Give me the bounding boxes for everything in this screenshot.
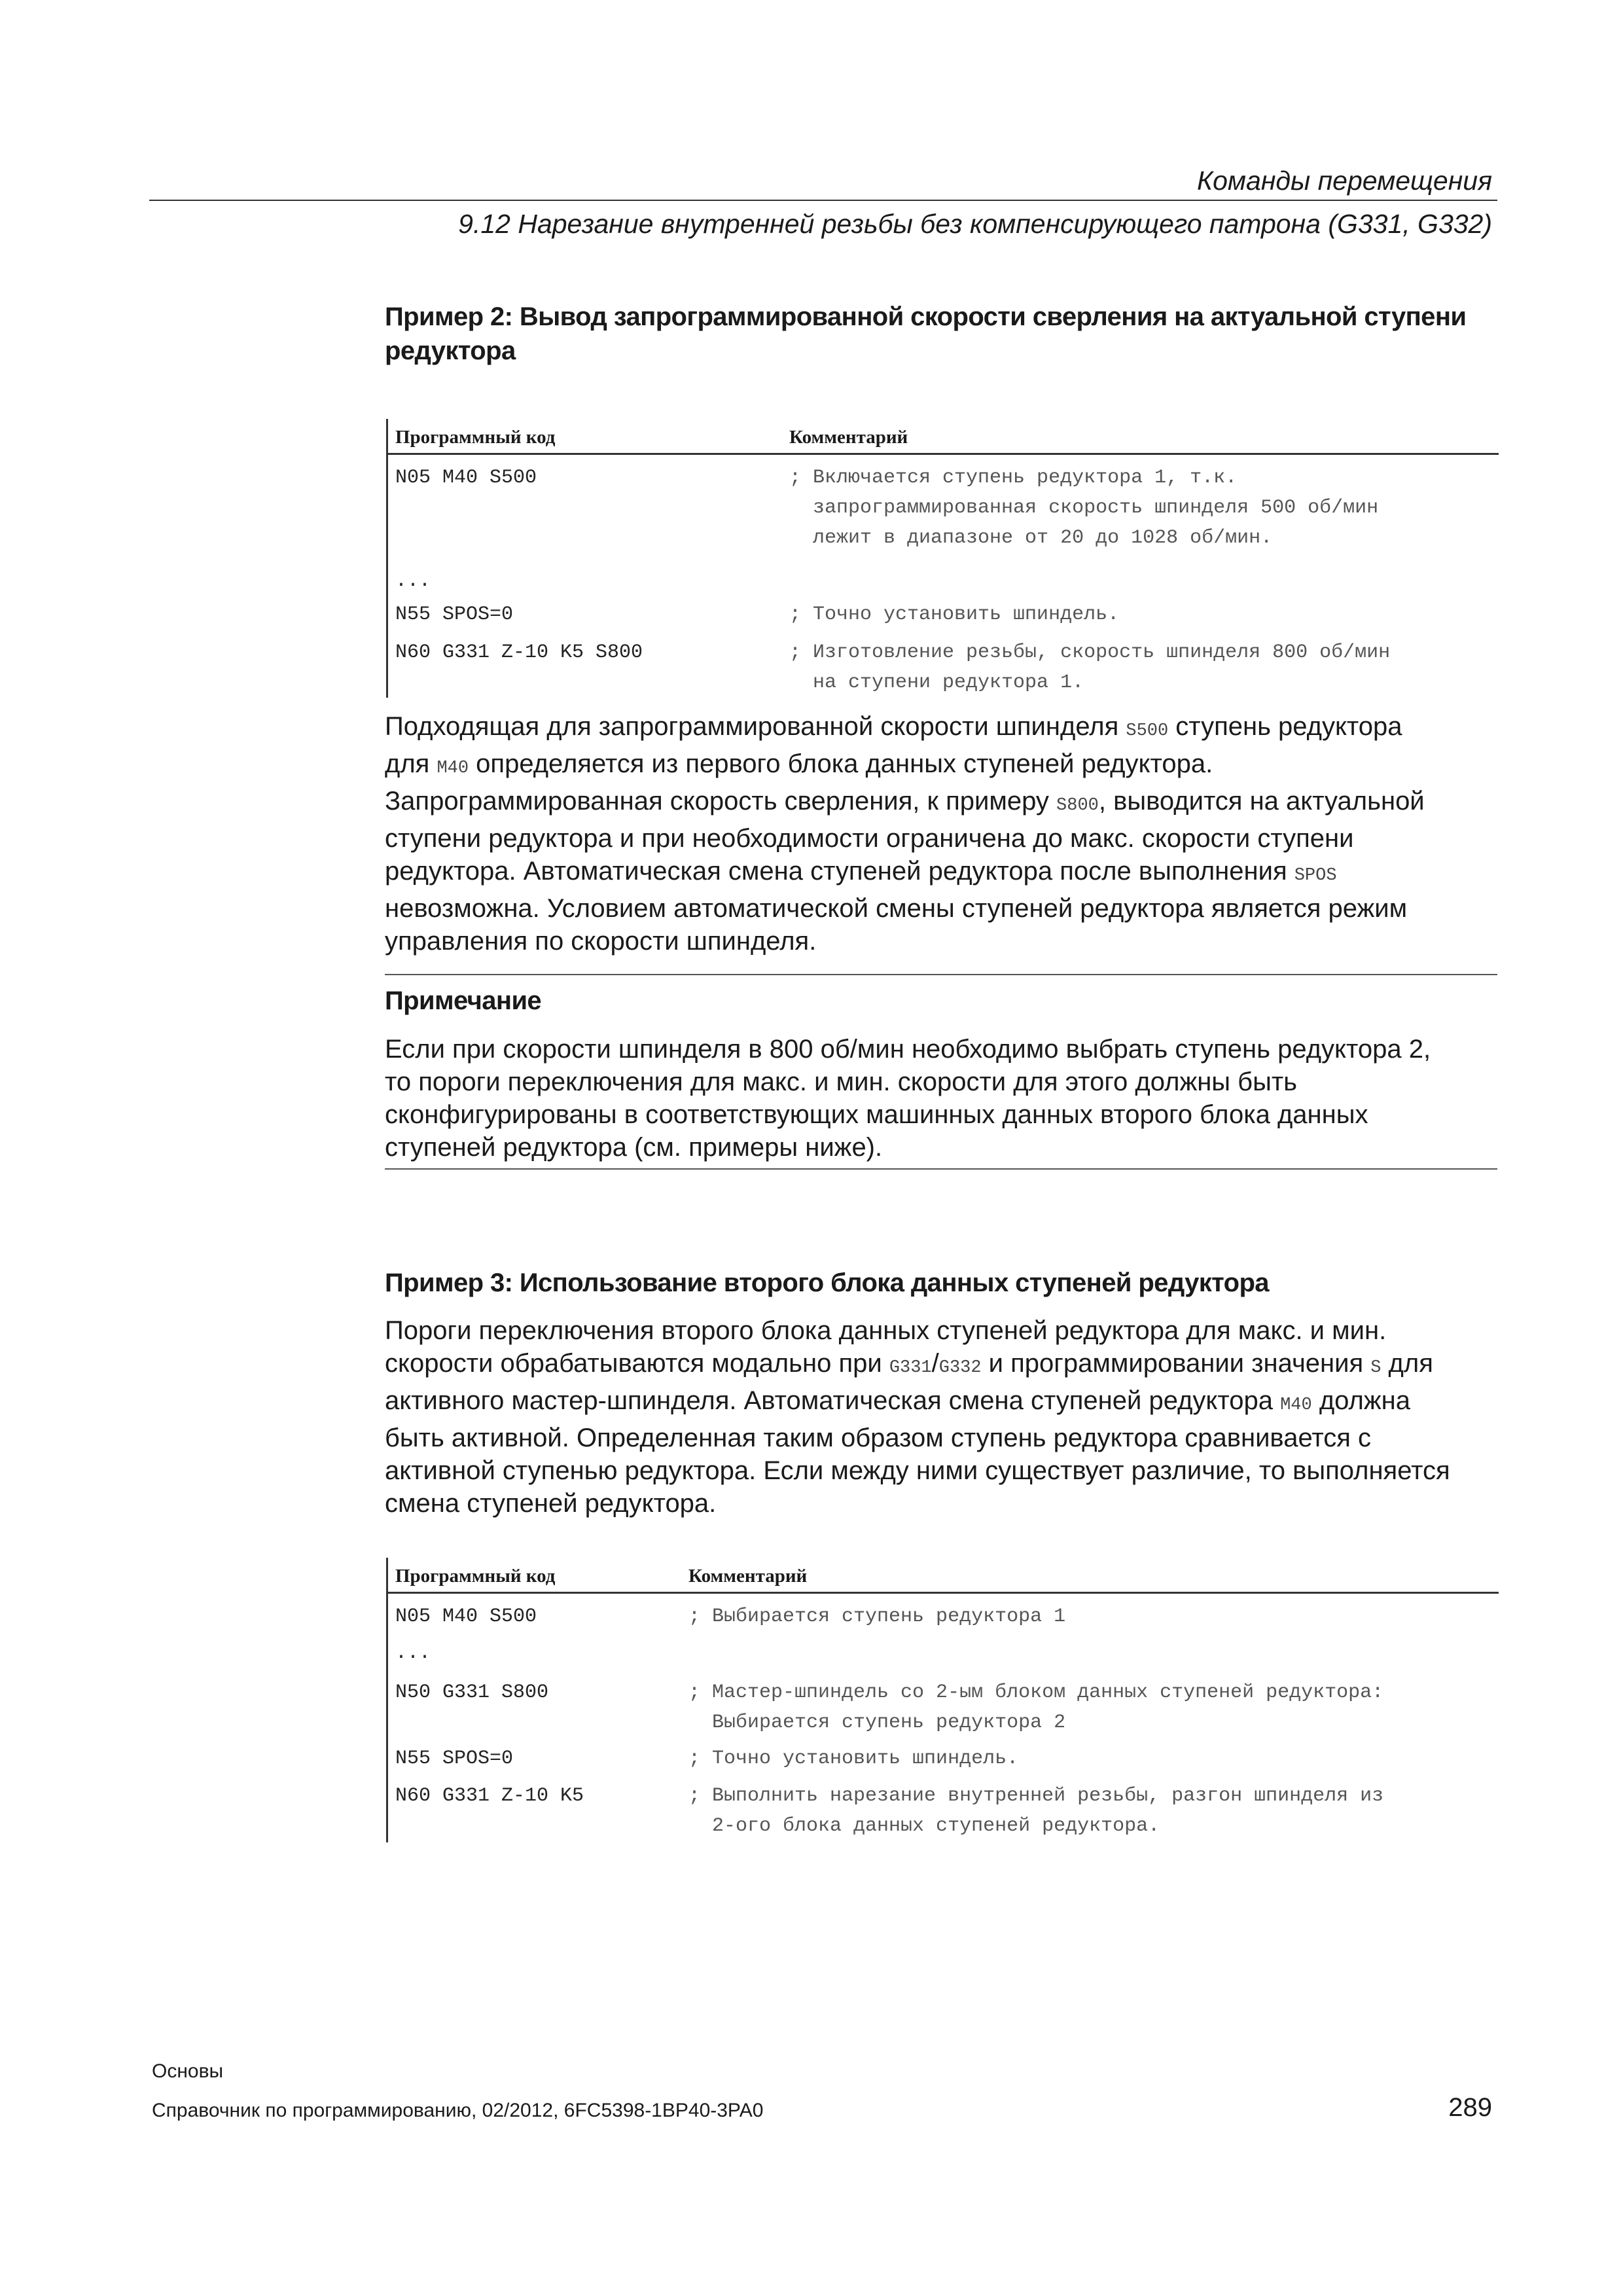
code-s500: S500: [1126, 721, 1169, 741]
example2-paragraph: Подходящая для запрограммированной скорости шпинделя S500 ступень редуктора для M40 определяется из первого блока данных ступеней редуктора. Запрограммированная скорость сверления, к примеру S800, выводится на актуальной ступени редуктора и при необходимости ограничена до макс. скорости ступени редуктора. Автоматическая смена ступеней редуктора после выполнения SPOS невозможна. Условием автоматической смены ступеней редуктора является режим управления по скорости шпинделя.: [385, 712, 1425, 956]
code-s: S: [1370, 1358, 1382, 1378]
table-row-code: N60 G331 Z-10 K5 S800: [395, 641, 643, 664]
table-row-comment: запрограммированная скорость шпинделя 500 об/мин: [789, 497, 1379, 519]
table-row-code: N60 G331 Z-10 K5: [395, 1785, 584, 1807]
example3-heading: Пример 3: Использование второго блока данных ступеней редуктора: [385, 1268, 1269, 1297]
example2-heading: [385, 300, 1524, 368]
table-row-code: N50 G331 S800: [395, 1681, 549, 1704]
page-number: 289: [1448, 2093, 1492, 2122]
note-title: Примечание: [385, 986, 542, 1015]
note-top-rule: [385, 974, 1497, 975]
code-s800: S800: [1056, 796, 1099, 816]
code-g331: G331: [889, 1358, 932, 1378]
col-header-comment: Комментарий: [688, 1566, 808, 1587]
note-bottom-rule: [385, 1168, 1497, 1170]
table-row-comment: лежит в диапазоне от 20 до 1028 об/мин.: [789, 527, 1273, 549]
table-row-comment: на ступени редуктора 1.: [789, 672, 1084, 694]
table-row-code: N55 SPOS=0: [395, 603, 514, 626]
example3-code-table: [386, 1558, 1499, 1842]
table-row-comment: ; Выполнить нарезание внутренней резьбы, разгон шпинделя из: [688, 1785, 1384, 1807]
table-row-code: N05 M40 S500: [395, 1605, 537, 1628]
col-header-comment: Комментарий: [789, 427, 908, 448]
table-row-comment: 2-ого блока данных ступеней редуктора.: [688, 1815, 1160, 1837]
footer-title: Основы: [152, 2060, 224, 2082]
table-left-border: [386, 419, 388, 698]
footer-manual-info: Справочник по программированию, 02/2012, 6FC5398-1BP40-3PA0: [152, 2100, 764, 2121]
table-row-code: N05 M40 S500: [395, 467, 537, 489]
table-row-code: ...: [395, 1642, 431, 1664]
table-header-rule: [386, 1592, 1499, 1594]
running-header-section: 9.12 Нарезание внутренней резьбы без компенсирующего патрона (G331, G332): [458, 209, 1492, 239]
table-row-comment: ; Изготовление резьбы, скорость шпинделя 800 об/мин: [789, 641, 1391, 664]
code-m40: M40: [1280, 1395, 1312, 1415]
header-rule: [149, 200, 1497, 201]
table-row-comment: ; Включается ступень редуктора 1, т.к.: [789, 467, 1238, 489]
col-header-code: Программный код: [395, 427, 556, 448]
col-header-code: Программный код: [395, 1566, 556, 1587]
running-header-chapter: Команды перемещения: [1196, 166, 1492, 196]
example2-heading-line2: редуктора: [385, 336, 516, 365]
table-row-comment: ; Точно установить шпиндель.: [789, 603, 1120, 626]
note-text: Если при скорости шпинделя в 800 об/мин необходимо выбрать ступень редуктора 2, то пороги переключения для макс. и мин. скорости для этого должны быть сконфигурированы в соответствующих машинных данных второго блока данных ступеней редуктора (см. примеры ниже).: [385, 1035, 1431, 1162]
code-m40: M40: [437, 759, 469, 778]
example3-paragraph: Пороги переключения второго блока данных ступеней редуктора для макс. и мин. скорости обрабатываются модально при G331/G332 и программировании значения S для активного мастер-шпинделя. Автоматическая смена ступеней редуктора M40 должна быть активной. Определенная таким образом ступень редуктора сравнивается с активной ступенью редуктора. Если между ними существует различие, то выполняется смена ступеней редуктора.: [385, 1316, 1450, 1518]
code-g332: G332: [938, 1358, 982, 1378]
table-row-comment: Выбирается ступень редуктора 2: [688, 1712, 1066, 1734]
table-row-comment: ; Точно установить шпиндель.: [688, 1748, 1019, 1770]
table-row-code: ...: [395, 570, 431, 592]
example2-heading-line1: Пример 2: Вывод запрограммированной скорости сверления на актуальной ступени: [385, 302, 1467, 331]
table-header-rule: [386, 453, 1499, 455]
table-row-code: N55 SPOS=0: [395, 1748, 514, 1770]
example2-code-table: [386, 419, 1499, 698]
table-row-comment: ; Выбирается ступень редуктора 1: [688, 1605, 1066, 1628]
code-spos: SPOS: [1294, 866, 1337, 886]
table-left-border: [386, 1558, 388, 1842]
table-row-comment: ; Мастер-шпиндель со 2-ым блоком данных ступеней редуктора:: [688, 1681, 1384, 1704]
